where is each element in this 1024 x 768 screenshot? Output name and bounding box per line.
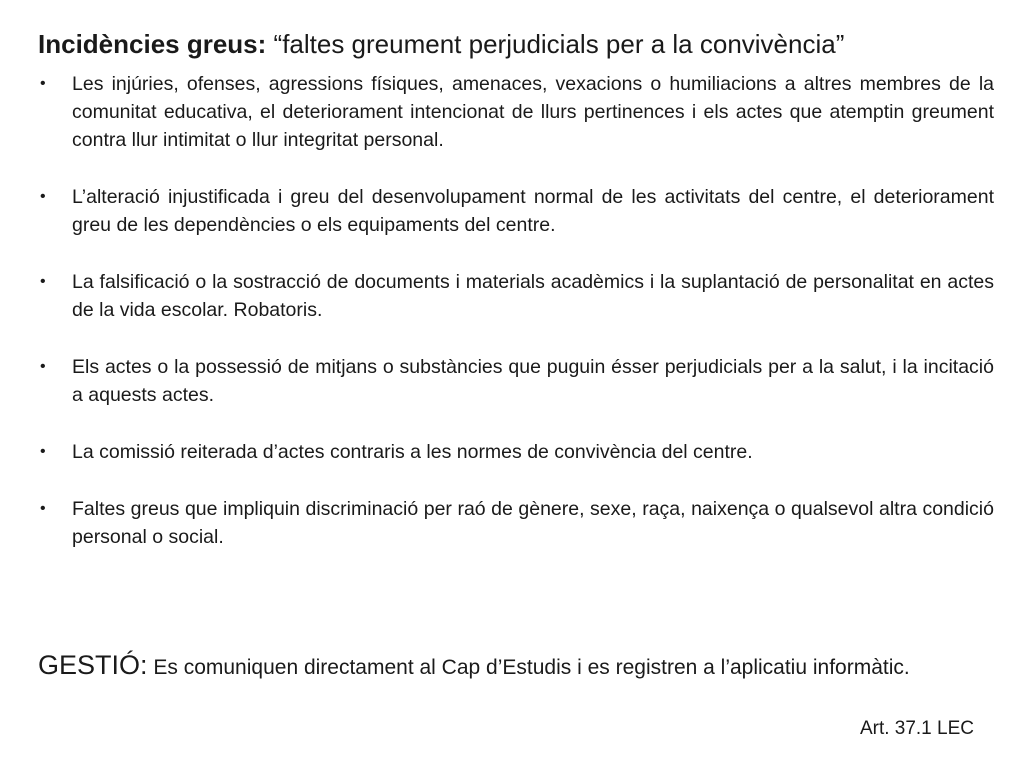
bullet-text: La falsificació o la sostracció de documents i materials acadèmics i la suplantació de personalitat en actes de la vida escolar. Robatoris. xyxy=(72,271,994,321)
list-item xyxy=(38,438,994,466)
bullet-text: Faltes greus que impliquin discriminació per raó de gènere, sexe, raça, naixença o qualsevol altra condició personal o social. xyxy=(72,498,994,548)
bullet-dot-icon: • xyxy=(40,358,46,375)
list-item xyxy=(38,268,994,324)
bullet-dot-icon: • xyxy=(40,443,46,460)
legal-reference: Art. 37.1 LEC xyxy=(859,718,974,739)
bullet-text: L’alteració injustificada i greu del desenvolupament normal de les activitats del centre, el deteriorament greu de les dependències o els equipaments del centre. xyxy=(72,186,994,236)
bullet-dot-icon: • xyxy=(40,188,46,205)
gestio-text: Es comuniquen directament al Cap d’Estudis i es registren a l’aplicatiu informàtic. xyxy=(147,656,910,679)
list-item xyxy=(38,183,994,239)
gestio-paragraph xyxy=(38,648,994,685)
title-bold: Incidències greus: xyxy=(38,29,267,59)
bullet-text: La comissió reiterada d’actes contraris a les normes de convivència del centre. xyxy=(72,441,753,463)
bullet-dot-icon: • xyxy=(40,273,46,290)
list-item xyxy=(38,353,994,409)
slide-title xyxy=(38,28,998,60)
bullet-dot-icon: • xyxy=(40,75,46,92)
bullet-text: Les injúries, ofenses, agressions físiques, amenaces, vexacions o humiliacions a altres membres de la comunitat educativa, el deteriorament intencionat de llurs pertinences i els actes que atemptin greument contra llur intimitat o llur integritat personal. xyxy=(72,73,994,151)
gestio-lead: GESTIÓ: xyxy=(38,650,148,680)
bullet-text: Els actes o la possessió de mitjans o substàncies que puguin ésser perjudicials per a la salut, i la incitació a aquests actes. xyxy=(72,356,994,406)
bullet-dot-icon: • xyxy=(40,500,46,517)
bullet-list xyxy=(38,70,994,580)
list-item xyxy=(38,495,994,551)
list-item xyxy=(38,70,994,154)
title-quote: “faltes greument perjudicials per a la convivència” xyxy=(266,29,845,59)
